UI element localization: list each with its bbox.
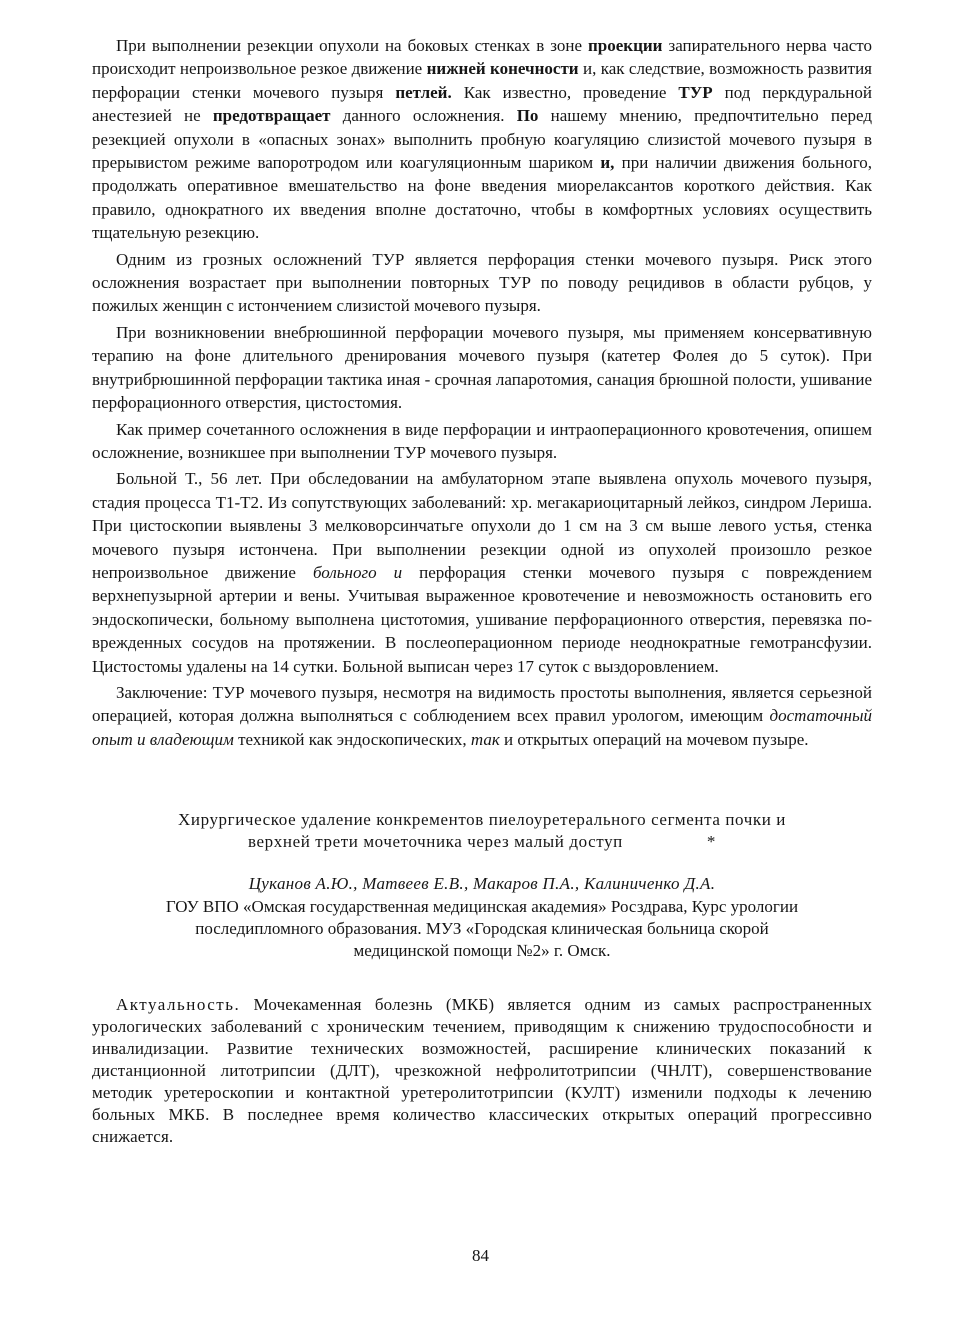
paragraph-conclusion: Заключение: ТУР мочевого пузыря, несмотря на видимость простоты выполнения, является серьезной операцией, которая должна выполняться с соблюдением всех правил урологом, имеющим достаточный опыт и владеющим техникой как эндоскопических, так и открытых операций на мочевом пузыре. xyxy=(92,682,872,749)
abstract-heading: Актуальность. xyxy=(116,994,241,1014)
paragraph-perforation-treatment: При возникновении внебрюшинной перфорации мочевого пузыря, мы применяем консервативную терапию на фоне длительного дренирования мочевого пузыря (катетер Фолея до 5 суток). При внутрибрюшинной перфорации тактика иная - срочная лапаротомия, санация брюшной полости, ушивание перфорационного отверстия, цистостомия. xyxy=(92,322,872,413)
paragraph-case-report: Больной Т., 56 лет. При обследовании на амбулаторном этапе выявлена опухоль мочевого пузыря, стадия процесса Т1-Т2. Из сопутствующих заболеваний: хр. мегакариоцитарный лейкоз, синдром Лериша. При цистоскопии выявлены 3 мелковорсинчатьге опухоли до 1 см на 3 см выше левого устья, стенка мочевого пузыря истончена. При выполнении резекции одной из опухолей произошло резкое непроизвольное движение больного и перфорация стенки мочевого пузыря с повреждением верхнепузырной артерии и вены. Учитывая выраженное кровотечение и невозможность остановить его эндоскопически, больному выполнена цистотомия, ушивание перфорационного отверстия, перевязка поврежденных сосудов на протяжении. В послеоперационном периоде неоднократные гемотрансфузии. Цистостомы удалены на 14 сутки. Больной выписан через 17 суток с выздоровлением. xyxy=(92,469,872,676)
article-title-line-1: Хирургическое удаление конкрементов пиелоуретерального сегмента почки и xyxy=(178,810,786,830)
article-authors: Цуканов А.Ю., Матвеев Е.В., Макаров П.А., Калиниченко Д.А. xyxy=(248,874,716,894)
affiliation-line-3: медицинской помощи №2» г. Омск. xyxy=(353,940,611,960)
affiliation-line-1: ГОУ ВПО «Омская государственная медицинская академия» Росздрава, Курс урологии xyxy=(165,896,799,916)
abstract-paragraph: Актуальность. Мочекаменная болезнь (МКБ) является одним из самых распространенных урологических заболеваний с хроническим течением, приводящим к снижению трудоспособности и инвалидизации. Развитие технических возможностей, расширение клинических показаний к дистанционной литотрипсии (ДЛТ), чрезкожной нефролитотрипсии (ЧНЛТ), совершенствование методик уретероскопии и контактной уретеролитотрипсии (КУЛТ) изменили подходы к лечению больных МКБ. В последнее время количество классических открытых операций прогрессивно снижается. xyxy=(92,994,872,1146)
paragraph-combined-complication: Как пример сочетанного осложнения в виде перфорации и интраоперационного кровотечения, опишем осложнение, возникшее при выполнении ТУР мочевого пузыря. xyxy=(92,419,872,462)
document-page xyxy=(92,34,872,1165)
article-title-line-2: верхней трети мочеточника через малый доступ * xyxy=(248,832,716,852)
affiliation-line-2: последипломного образования. МУЗ «Городская клиническая больница скорой xyxy=(195,918,769,938)
paragraph-perforation-risk: Одним из грозных осложнений ТУР является перфорация стенки мочевого пузыря. Риск этого осложнения возрастает при выполнении повторных ТУР по поводу рецидивов в области рубцов, у пожилых женщин с истончением слизистой мочевого пузыря. xyxy=(92,249,872,316)
footnote-marker[interactable]: * xyxy=(706,832,716,852)
article-affiliation xyxy=(92,896,872,962)
paragraph-resection-lateral-walls: При выполнении резекции опухоли на боковых стенках в зоне проекции запирательного нерва часто происходит непроизвольное резкое движение нижней конечности и, как следствие, возможность развития перфорации стенки мочевого пузыря петлей. Как известно, проведение ТУР под перкдуральной анестезией не предотвращает данного осложнения. По нашему мнению, предпочтительно перед резекцией опухоли в «опасных зонах» выполнить пробную коагуляцию слизистой мочевого пузыря в прерывистом режиме вапоротродом или коагуляционным шариком и, при наличии движения больного, продолжать оперативное вмешательство на фоне введения миорелаксантов короткого действия. Как правило, однократного их введения вполне достаточно, чтобы в комфортных условиях осуществить тщательную резекцию. xyxy=(92,36,873,243)
page-number: 84 xyxy=(472,1246,489,1265)
article-title xyxy=(92,809,872,853)
